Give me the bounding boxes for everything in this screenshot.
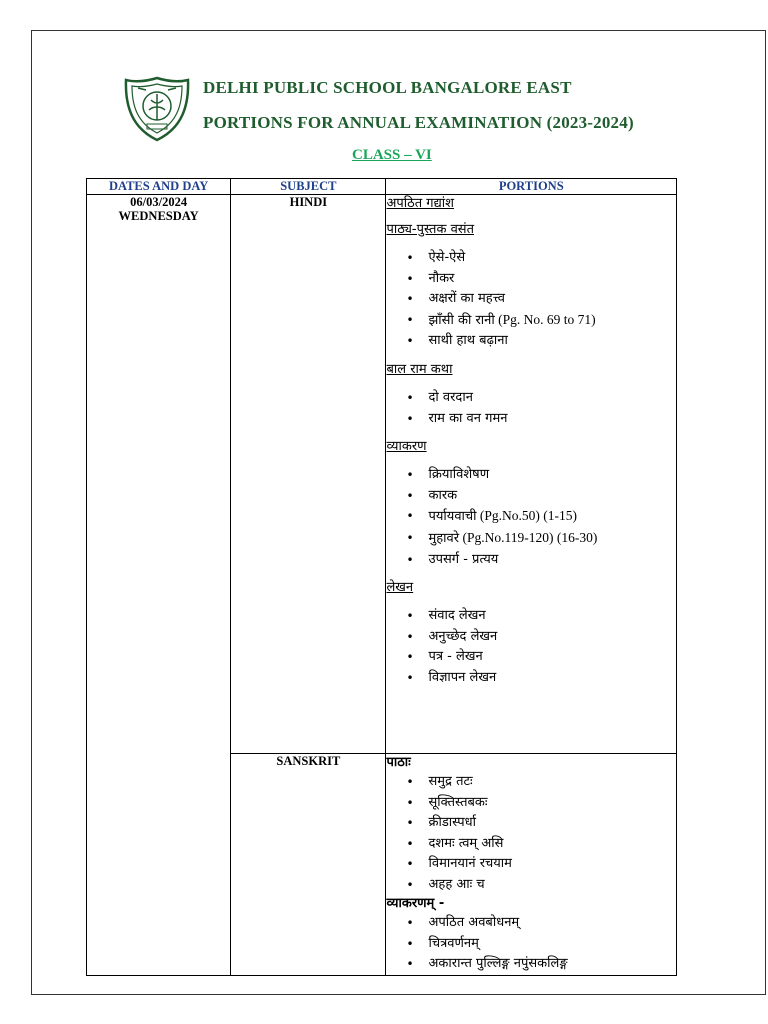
list-item: • अक्षरों का महत्त्व: [406, 289, 676, 310]
school-name: DELHI PUBLIC SCHOOL BANGALORE EAST: [203, 78, 572, 97]
exam-date: 06/03/2024: [130, 195, 188, 209]
subject-hindi: HINDI: [231, 195, 386, 754]
list-item: • क्रीडास्पर्धा: [406, 813, 676, 834]
section-heading: पाठाः: [386, 755, 411, 770]
exam-day: WEDNESDAY: [118, 209, 199, 223]
list-item: • क्रियाविशेषण: [406, 465, 676, 486]
section-heading: अपठित गद्यांश: [386, 196, 454, 211]
table-row-hindi: [87, 195, 677, 754]
list-item: • अहह आः च: [406, 875, 676, 896]
portions-sanskrit: [386, 754, 677, 976]
topic-list: [386, 913, 676, 975]
list-item: • विमानयानं रचयाम: [406, 854, 676, 875]
list-item: • दशमः त्वम् असि: [406, 834, 676, 855]
list-item: • चित्रवर्णनम्: [406, 934, 676, 955]
topic-list: [386, 606, 676, 688]
class-title: CLASS – VI: [352, 147, 432, 163]
list-item: • नौकर: [406, 269, 676, 290]
section-heading: लेखन: [386, 580, 414, 596]
list-item: • दो वरदान: [406, 388, 676, 409]
list-item: • विज्ञापन लेखन: [406, 668, 676, 689]
school-logo: [122, 76, 192, 142]
topic-list: [386, 772, 676, 895]
list-item: • ऐसे-ऐसे: [406, 248, 676, 269]
topic-list: [386, 465, 676, 570]
list-item: • अकारान्त पुल्लिङ्ग नपुंसकलिङ्ग: [406, 954, 676, 975]
list-item: • संवाद लेखन: [406, 606, 676, 627]
list-item: • साथी हाथ बढ़ाना: [406, 331, 676, 352]
section-heading: व्याकरण: [386, 439, 427, 455]
list-item: • पर्यायवाची (Pg.No.50) (1-15): [406, 506, 676, 528]
subject-sanskrit: SANSKRIT: [231, 754, 386, 976]
exam-title: PORTIONS FOR ANNUAL EXAMINATION (2023-2024): [203, 113, 634, 132]
list-item: • राम का वन गमन: [406, 409, 676, 430]
table-header-row: [87, 179, 677, 195]
list-item: • झाँसी की रानी (Pg. No. 69 to 71): [406, 310, 676, 332]
date-cell: [87, 195, 231, 976]
list-item: • समुद्र तटः: [406, 772, 676, 793]
topic-list: [386, 388, 676, 429]
header-subject: SUBJECT: [231, 179, 386, 195]
list-item: • कारक: [406, 486, 676, 507]
portions-hindi: [386, 195, 677, 754]
section-heading: पाठ्य-पुस्तक वसंत: [386, 222, 474, 237]
list-item: • उपसर्ग - प्रत्यय: [406, 550, 676, 571]
header-dates: DATES AND DAY: [87, 179, 231, 195]
topic-list: [386, 248, 676, 352]
list-item: • मुहावरे (Pg.No.119-120) (16-30): [406, 528, 676, 550]
list-item: • अनुच्छेद लेखन: [406, 627, 676, 648]
portions-table: [86, 178, 677, 976]
list-item: • अपठित अवबोधनम्: [406, 913, 676, 934]
list-item: • सूक्तिस्तबकः: [406, 793, 676, 814]
header-portions: PORTIONS: [386, 179, 677, 195]
section-heading: व्याकरणम् -: [386, 896, 445, 911]
list-item: • पत्र - लेखन: [406, 647, 676, 668]
section-heading: बाल राम कथा: [386, 361, 453, 377]
